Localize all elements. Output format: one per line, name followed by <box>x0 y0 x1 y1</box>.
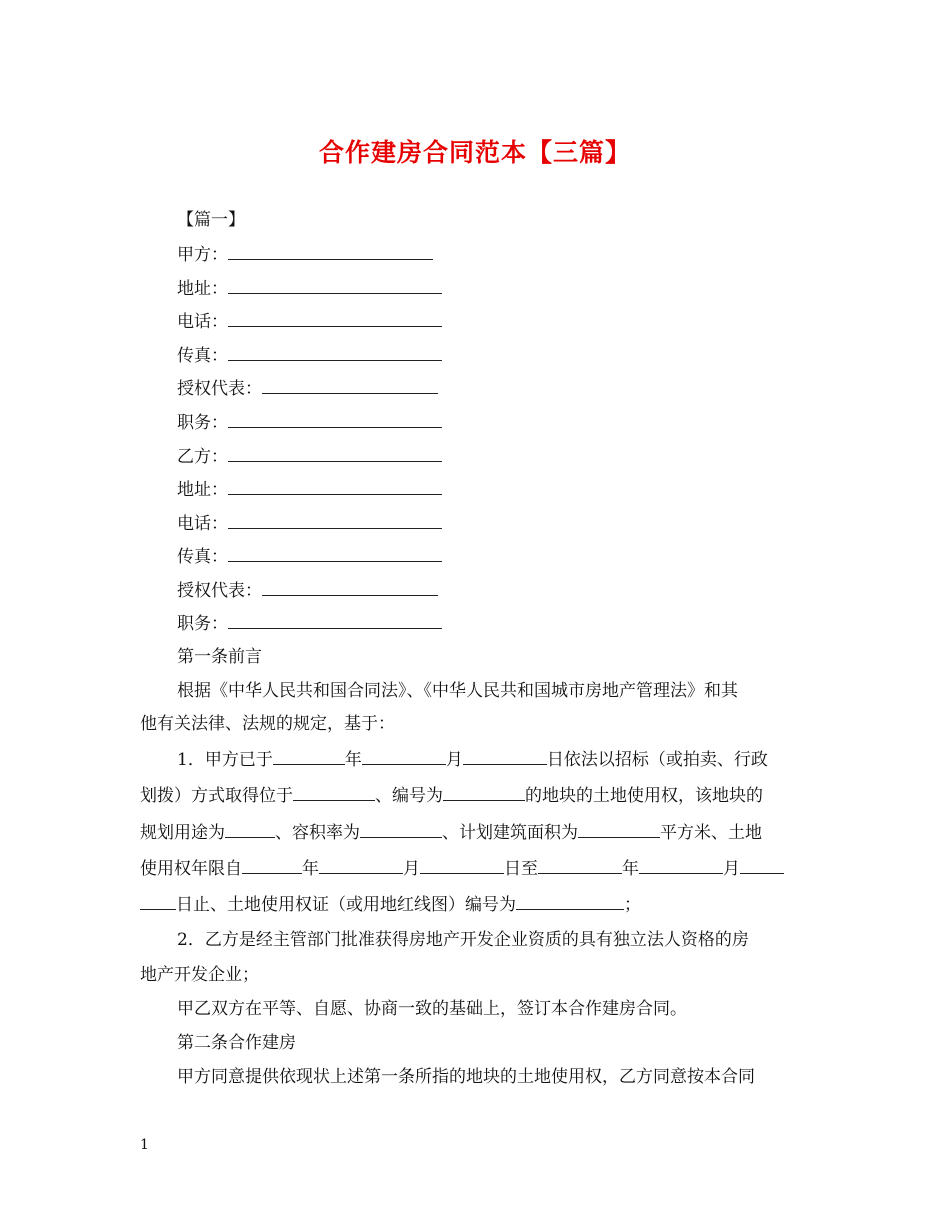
item-text: 月 <box>723 859 740 879</box>
party-a-position-line <box>177 411 442 434</box>
item-text: 使用权年限自 <box>140 859 242 879</box>
party-b-position-blank <box>228 612 442 629</box>
article-1-closing: 甲乙双方在平等、自愿、协商一致的基础上，签订本合作建房合同。 <box>177 999 687 1019</box>
item-2-line-1: 2．乙方是经主管部门批准获得房地产开发企业资质的具有独立法人资格的房 <box>177 930 749 950</box>
usage-blank <box>225 821 275 838</box>
party-b-address-line <box>177 478 442 501</box>
item-text: 年 <box>622 859 639 879</box>
certificate-blank <box>516 893 624 910</box>
party-b-blank <box>228 445 442 462</box>
item-text: 的地块的土地使用权，该地块的 <box>525 786 763 806</box>
ratio-blank <box>360 821 442 838</box>
party-b-rep-blank <box>262 579 438 596</box>
article-1-heading: 第一条前言 <box>177 647 262 667</box>
party-a-fax-blank <box>228 344 442 361</box>
document-title: 合作建房合同范本【三篇】 <box>318 138 631 167</box>
item-1-line-2 <box>140 784 763 807</box>
item-text: 月 <box>403 859 420 879</box>
party-b-address-label: 地址： <box>177 480 228 500</box>
date-blank <box>319 857 403 874</box>
item-text: ； <box>624 895 641 915</box>
date-blank <box>639 857 723 874</box>
article-1-paragraph-line: 他有关法律、法规的规定，基于： <box>140 714 395 734</box>
item-text: 年 <box>302 859 319 879</box>
party-b-line <box>177 445 442 468</box>
party-a-fax-label: 传真： <box>177 346 228 366</box>
party-a-rep-line <box>177 377 438 400</box>
party-a-position-label: 职务： <box>177 413 228 433</box>
party-a-label: 甲方： <box>177 245 228 265</box>
party-b-position-line <box>177 612 442 635</box>
date-blank <box>740 857 784 874</box>
article-2-heading: 第二条合作建房 <box>177 1033 296 1053</box>
party-b-position-label: 职务： <box>177 614 228 634</box>
item-text: 规划用途为 <box>140 823 225 843</box>
item-text: 、计划建筑面积为 <box>442 823 578 843</box>
location-blank <box>293 784 375 801</box>
party-a-rep-label: 授权代表： <box>177 379 262 399</box>
party-b-phone-blank <box>228 512 442 529</box>
party-b-rep-line <box>177 579 438 602</box>
item-text: 1．甲方已于 <box>177 750 273 770</box>
date-blank <box>362 748 446 765</box>
area-blank <box>578 821 660 838</box>
party-a-address-line <box>177 277 442 300</box>
date-blank <box>463 748 547 765</box>
item-1-line-1 <box>177 748 768 771</box>
date-blank <box>420 857 504 874</box>
item-2-line-2: 地产开发企业； <box>140 965 259 985</box>
party-a-fax-line <box>177 344 442 367</box>
party-a-address-blank <box>228 277 442 294</box>
party-a-line <box>177 243 433 266</box>
item-text: 、编号为 <box>375 786 443 806</box>
item-1-line-5 <box>140 893 641 916</box>
party-b-fax-line <box>177 545 442 568</box>
party-a-phone-label: 电话： <box>177 312 228 332</box>
item-1-line-3 <box>140 821 762 844</box>
party-b-rep-label: 授权代表： <box>177 581 262 601</box>
section-label: 【篇一】 <box>177 210 245 230</box>
item-text: 、容积率为 <box>275 823 360 843</box>
date-blank <box>242 857 302 874</box>
party-a-position-blank <box>228 411 442 428</box>
party-a-phone-line <box>177 310 442 333</box>
party-b-label: 乙方： <box>177 447 228 467</box>
party-b-phone-label: 电话： <box>177 514 228 534</box>
item-text: 年 <box>344 750 362 770</box>
item-text: 平方米、土地 <box>660 823 762 843</box>
date-blank <box>273 748 345 765</box>
party-a-address-label: 地址： <box>177 279 228 299</box>
page-number: 1 <box>140 1137 149 1153</box>
party-a-blank <box>228 243 433 260</box>
item-text: 划拨）方式取得位于 <box>140 786 293 806</box>
item-1-line-4 <box>140 857 784 880</box>
party-b-phone-line <box>177 512 442 535</box>
party-b-address-blank <box>228 478 442 495</box>
date-blank <box>538 857 622 874</box>
party-b-fax-blank <box>228 545 442 562</box>
date-blank <box>140 893 176 910</box>
party-b-fax-label: 传真： <box>177 547 228 567</box>
article-2-paragraph-line: 甲方同意提供依现状上述第一条所指的地块的土地使用权，乙方同意按本合同 <box>177 1067 755 1087</box>
number-blank <box>443 784 525 801</box>
item-text: 日止、土地使用权证（或用地红线图）编号为 <box>176 895 516 915</box>
item-text: 日依法以招标（或拍卖、行政 <box>546 750 768 770</box>
party-a-phone-blank <box>228 310 442 327</box>
article-1-paragraph-line: 根据《中华人民共和国合同法》、《中华人民共和国城市房地产管理法》和其 <box>177 681 738 701</box>
party-a-rep-blank <box>262 377 438 394</box>
item-text: 日至 <box>504 859 538 879</box>
item-text: 月 <box>445 750 463 770</box>
